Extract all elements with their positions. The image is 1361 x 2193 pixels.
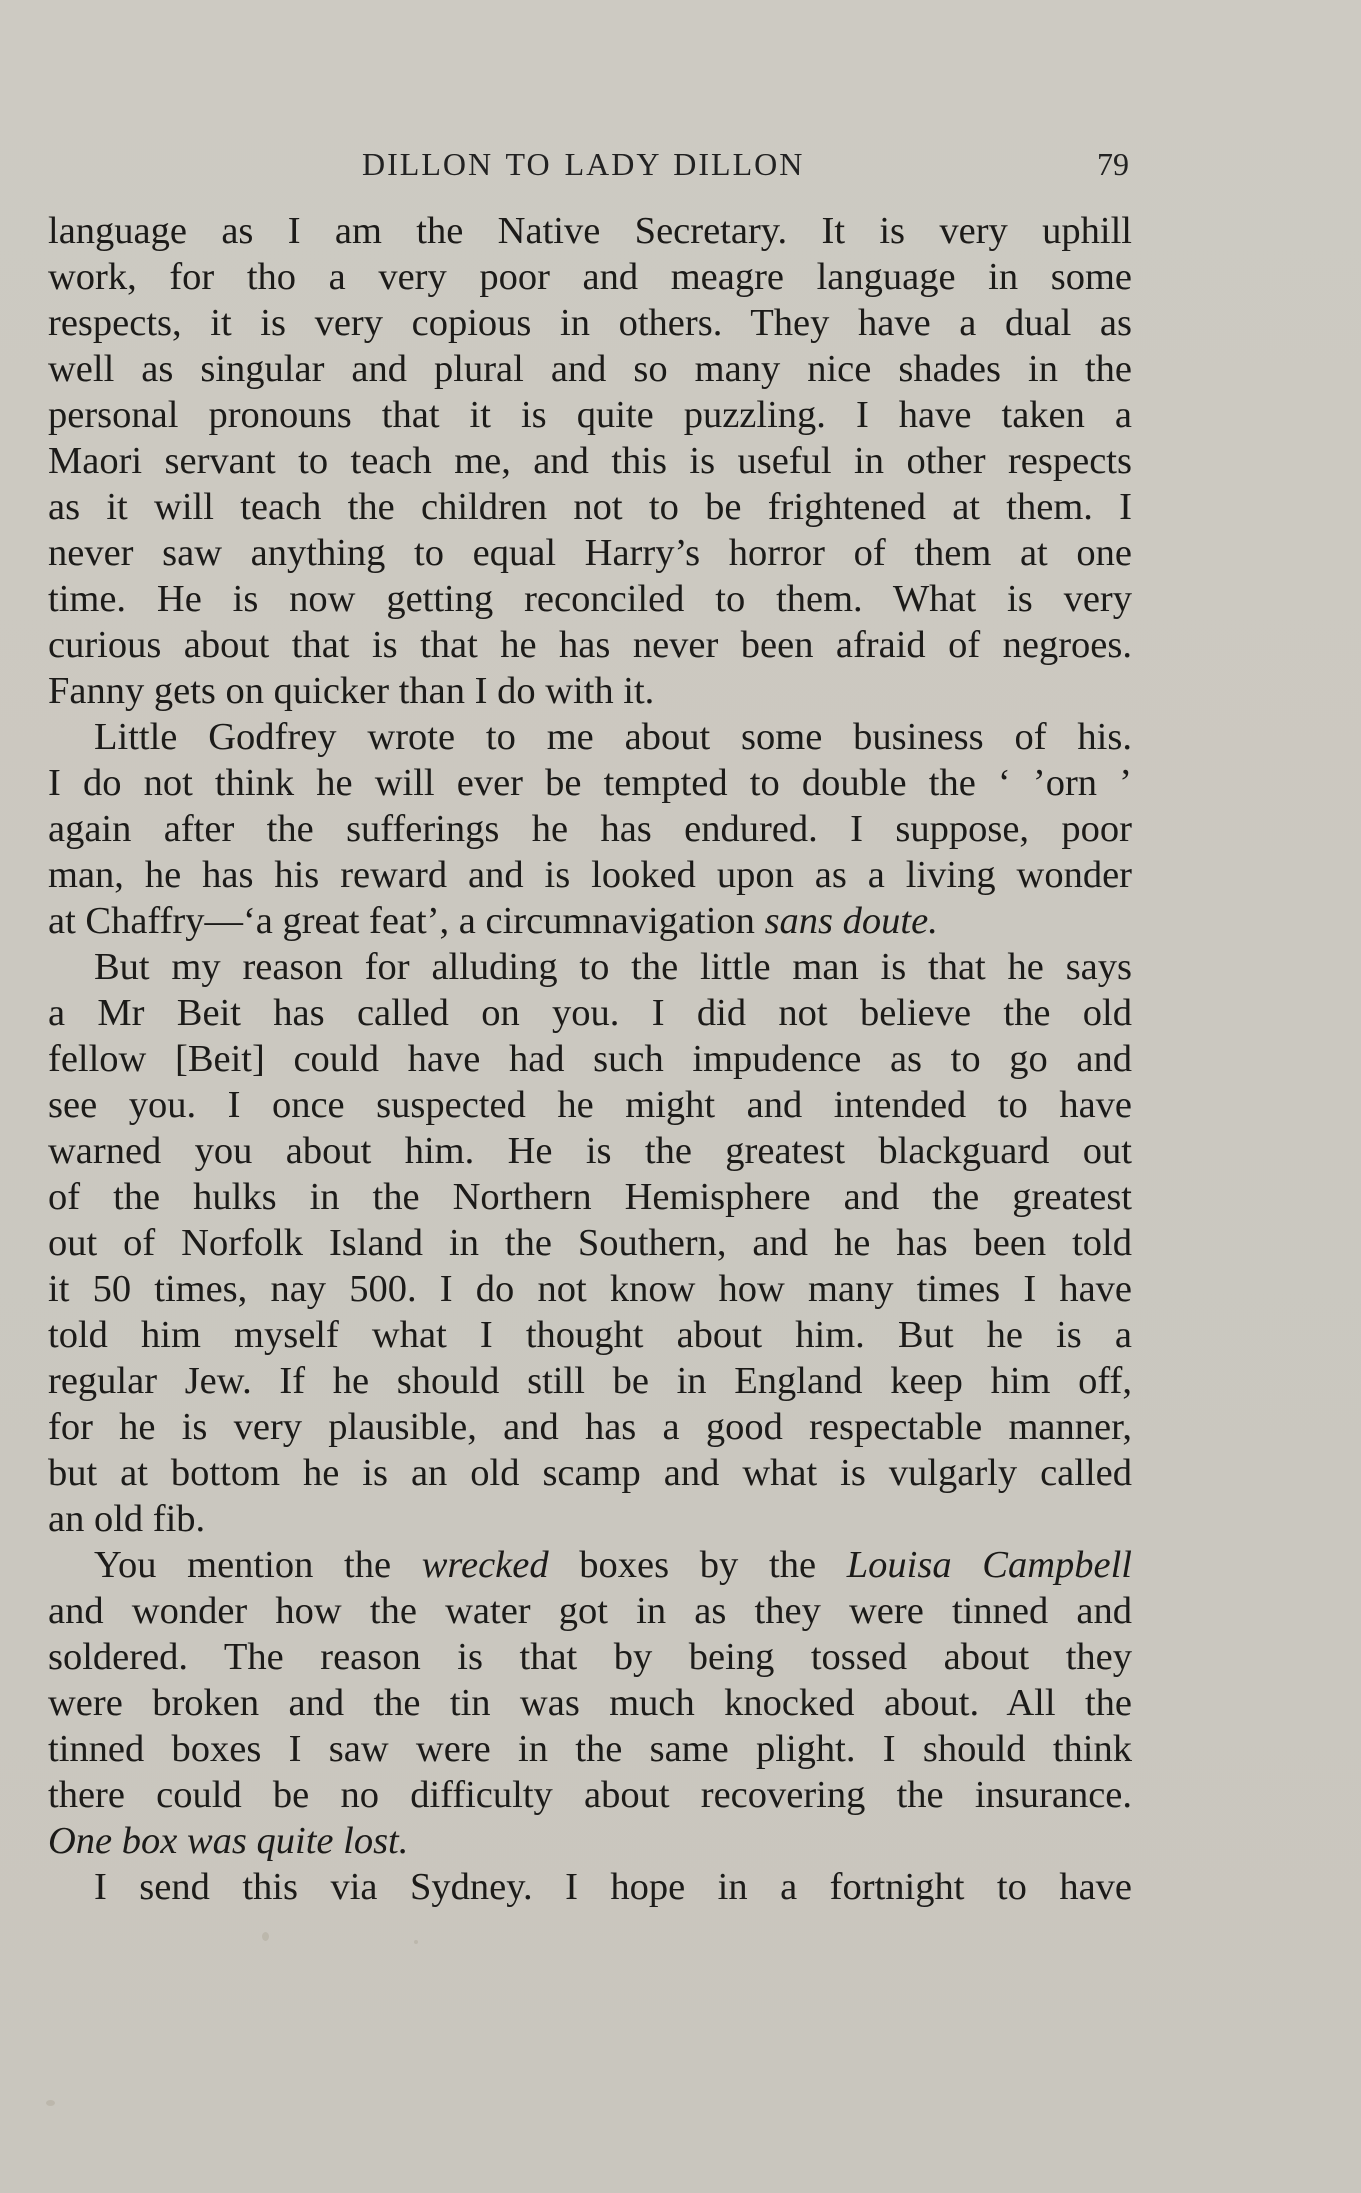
italic-text: One box was quite lost. [48,1820,409,1862]
text-line [48,1220,1132,1266]
text-segment: work, for tho a very poor and meagre language in some [48,256,1132,298]
paper-speck [414,1940,418,1944]
text-segment: curious about that is that he has never been afraid of negroes. [48,624,1132,666]
text-segment: I send this via Sydney. I hope in a fortnight to have [94,1866,1132,1908]
paper-speck [262,1932,269,1941]
text-line [48,1312,1132,1358]
text-line [48,668,1132,714]
text-segment: never saw anything to equal Harry’s horror of them at one [48,532,1132,574]
text-segment: man, he has his reward and is looked upon as a living wonder [48,854,1132,896]
text-line [48,1266,1132,1312]
body-text [48,208,1132,1910]
text-line [48,1818,1132,1864]
text-line [48,346,1132,392]
text-segment: tinned boxes I saw were in the same plight. I should think [48,1728,1132,1770]
text-segment: a Mr Beit has called on you. I did not believe the old [48,992,1132,1034]
text-segment: an old fib. [48,1498,206,1540]
text-segment: personal pronouns that it is quite puzzling. I have taken a [48,394,1132,436]
text-segment: boxes by the [548,1544,847,1586]
text-segment: see you. I once suspected he might and intended to have [48,1084,1132,1126]
text-line [48,254,1132,300]
text-segment: it 50 times, nay 500. I do not know how many times I have [48,1268,1132,1310]
text-line [48,438,1132,484]
text-line [48,530,1132,576]
text-line [48,484,1132,530]
text-segment: regular Jew. If he should still be in England keep him off, [48,1360,1132,1402]
text-line [48,1680,1132,1726]
text-segment: were broken and the tin was much knocked about. All the [48,1682,1132,1724]
text-line [48,1542,1132,1588]
text-segment: there could be no difficulty about recovering the insurance. [48,1774,1132,1816]
text-line [48,898,1132,944]
text-line [48,576,1132,622]
text-segment: warned you about him. He is the greatest blackguard out [48,1130,1132,1172]
text-line [48,300,1132,346]
text-line [48,1450,1132,1496]
text-segment: out of Norfolk Island in the Southern, and he has been told [48,1222,1132,1264]
text-segment: at Chaffry—‘a great feat’, a circumnavigation [48,900,765,942]
text-line [48,1082,1132,1128]
text-line [48,1128,1132,1174]
text-line [48,208,1132,254]
text-line [48,392,1132,438]
text-segment: of the hulks in the Northern Hemisphere and the greatest [48,1176,1132,1218]
text-line [48,852,1132,898]
text-line [48,760,1132,806]
text-line [48,1588,1132,1634]
text-segment: Little Godfrey wrote to me about some business of his. [94,716,1132,758]
text-segment: respects, it is very copious in others. They have a dual as [48,302,1132,344]
text-line [48,1036,1132,1082]
text-segment: for he is very plausible, and has a good respectable manner, [48,1406,1132,1448]
text-segment: But my reason for alluding to the little man is that he says [94,946,1132,988]
text-segment: Fanny gets on quicker than I do with it. [48,670,655,712]
text-segment: as it will teach the children not to be frightened at them. I [48,486,1132,528]
text-line [48,1358,1132,1404]
text-segment: time. He is now getting reconciled to them. What is very [48,578,1132,620]
text-line [48,1174,1132,1220]
text-segment: You mention the [94,1544,422,1586]
text-segment: I do not think he will ever be tempted to double the ‘ ’orn ’ [48,762,1132,804]
text-line [48,1726,1132,1772]
text-segment: told him myself what I thought about him. But he is a [48,1314,1132,1356]
text-line [48,1864,1132,1910]
text-segment: but at bottom he is an old scamp and what is vulgarly called [48,1452,1132,1494]
text-line [48,1404,1132,1450]
italic-text: sans doute. [764,900,938,942]
text-line [48,990,1132,1036]
text-segment: language as I am the Native Secretary. It is very uphill [48,210,1132,252]
text-segment: again after the sufferings he has endured. I suppose, poor [48,808,1132,850]
text-segment: Maori servant to teach me, and this is useful in other respects [48,440,1132,482]
italic-text: wrecked [421,1544,549,1586]
text-segment: fellow [Beit] could have had such impudence as to go and [48,1038,1132,1080]
text-line [48,944,1132,990]
page-number: 79 [1097,146,1129,182]
text-line [48,1634,1132,1680]
text-line [48,806,1132,852]
text-line [48,1496,1132,1542]
text-segment: well as singular and plural and so many nice shades in the [48,348,1132,390]
text-line [48,714,1132,760]
running-title: DILLON TO LADY DILLON [362,146,805,182]
paper-speck [46,2100,55,2106]
text-segment: soldered. The reason is that by being tossed about they [48,1636,1132,1678]
text-line [48,1772,1132,1818]
text-segment: and wonder how the water got in as they were tinned and [48,1590,1132,1632]
text-line [48,622,1132,668]
italic-text: Louisa Campbell [846,1544,1132,1586]
